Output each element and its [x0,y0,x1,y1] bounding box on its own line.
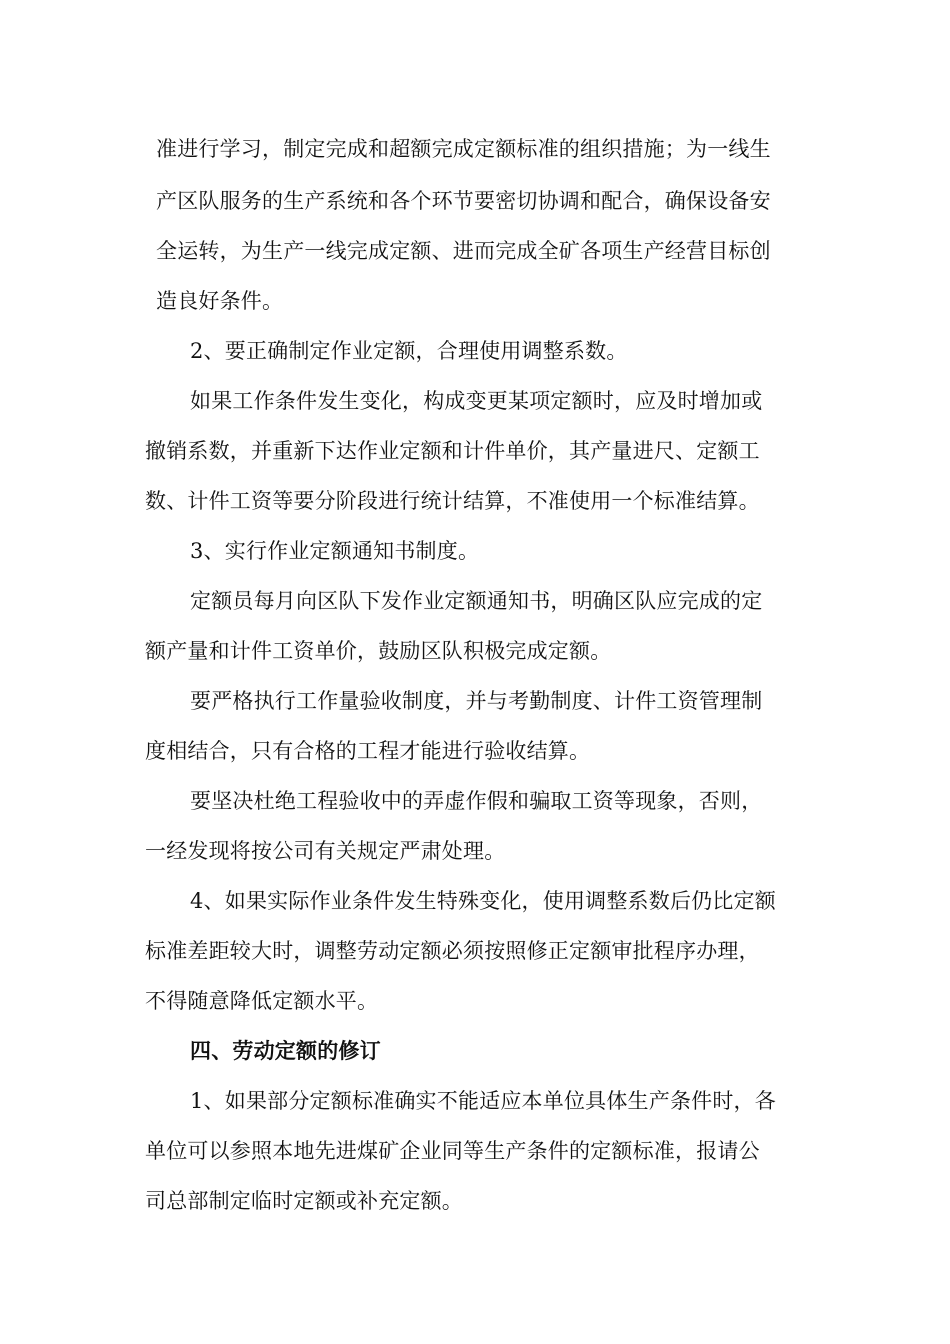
section-item-heading: 4、如果实际作业条件发生特殊变化，使用调整系数后仍比定额 [190,889,776,913]
text-line: 准进行学习，制定完成和超额完成定额标准的组织措施；为一线生 [156,137,771,161]
text-line: 全运转，为生产一线完成定额、进而完成全矿各项生产经营目标创 [156,239,771,263]
text-line: 产区队服务的生产系统和各个环节要密切协调和配合，确保设备安 [156,189,771,213]
section-item-heading: 3、实行作业定额通知书制度。 [190,539,480,563]
text-line: 标准差距较大时，调整劳动定额必须按照修正定额审批程序办理， [145,939,760,963]
text-line: 撤销系数，并重新下达作业定额和计件单价，其产量进尺、定额工 [145,439,760,463]
text-line: 定额员每月向区队下发作业定额通知书，明确区队应完成的定 [190,589,763,613]
section-item-heading: 2、要正确制定作业定额，合理使用调整系数。 [190,339,628,363]
text-line: 要坚决杜绝工程验收中的弄虚作假和骗取工资等现象，否则， [190,789,763,813]
text-line: 要严格执行工作量验收制度，并与考勤制度、计件工资管理制 [190,689,763,713]
section-item-heading: 1、如果部分定额标准确实不能适应本单位具体生产条件时，各 [190,1089,776,1113]
text-line: 单位可以参照本地先进煤矿企业同等生产条件的定额标准，报请公 [145,1139,760,1163]
text-line: 一经发现将按公司有关规定严肃处理。 [145,839,506,863]
text-line: 如果工作条件发生变化，构成变更某项定额时，应及时增加或 [190,389,763,413]
section-heading: 四、劳动定额的修订 [190,1038,381,1063]
text-line: 司总部制定临时定额或补充定额。 [145,1189,463,1213]
text-line: 不得随意降低定额水平。 [145,989,379,1013]
text-line: 度相结合，只有合格的工程才能进行验收结算。 [145,739,591,763]
text-line: 数、计件工资等要分阶段进行统计结算，不准使用一个标准结算。 [145,489,760,513]
text-line: 造良好条件。 [156,289,284,313]
text-line: 额产量和计件工资单价，鼓励区队积极完成定额。 [145,639,612,663]
